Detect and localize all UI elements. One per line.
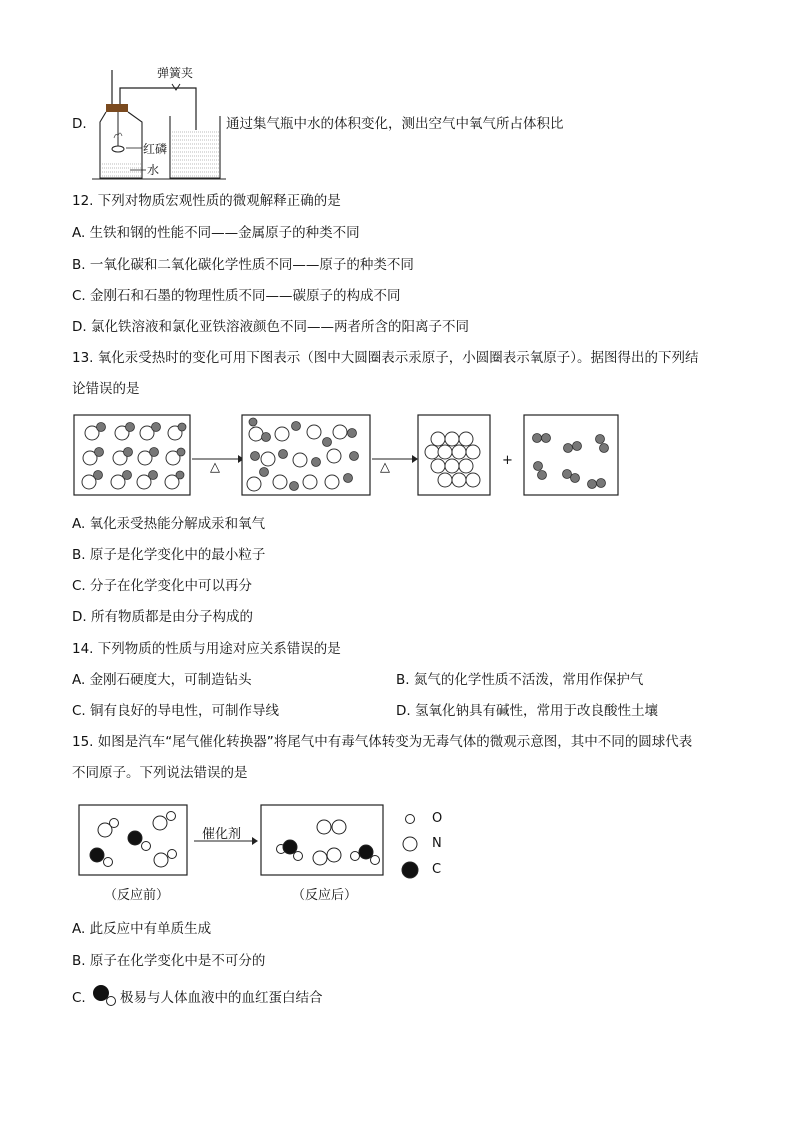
q12-option-c: C. 金刚石和石墨的物理性质不同——碳原子的构成不同 [72, 288, 401, 304]
heat-symbol-1: △ [210, 460, 220, 475]
co-molecule-icon [92, 984, 120, 1008]
q12-option-d: D. 氯化铁溶液和氯化亚铁溶液颜色不同——两者所含的阳离子不同 [72, 319, 469, 335]
q14-option-c: C. 铜有良好的导电性，可制作导线 [72, 703, 280, 719]
q14-option-b: B. 氮气的化学性质不活泼，常用作保护气 [396, 672, 644, 688]
water-label: 水 [147, 163, 160, 177]
legend-o: O [432, 811, 443, 826]
option-d-letter: D. [72, 116, 87, 132]
q13-option-d: D. 所有物质都是由分子构成的 [72, 609, 253, 625]
q14-option-a: A. 金刚石硬度大，可制造钻头 [72, 672, 252, 688]
q13-stem-line1: 13. 氧化汞受热时的变化可用下图表示（图中大圆圈表示汞原子，小圆圈表示氧原子）。据图得出的下列结 [72, 350, 699, 366]
q14-stem: 14. 下列物质的性质与用途对应关系错误的是 [72, 641, 341, 657]
q13-option-b: B. 原子是化学变化中的最小粒子 [72, 547, 266, 563]
q15-stem-line2: 不同原子。下列说法错误的是 [72, 765, 248, 781]
hgo-decomposition-diagram [72, 412, 624, 502]
clamp-label: 弹簧夹 [157, 66, 194, 80]
after-caption: （反应后） [292, 888, 358, 903]
catalyst-label: 催化剂 [202, 827, 242, 842]
q12-option-b: B. 一氧化碳和二氧化碳化学性质不同——原子的种类不同 [72, 257, 414, 273]
apparatus-diagram [92, 66, 232, 184]
q12-option-a: A. 生铁和钢的性能不同——金属原子的种类不同 [72, 225, 360, 241]
q13-option-a: A. 氧化汞受热能分解成汞和氧气 [72, 516, 266, 532]
option-d-text: 通过集气瓶中水的体积变化，测出空气中氧气所占体积比 [226, 116, 564, 132]
q13-stem-line2: 论错误的是 [72, 381, 140, 397]
legend-n: N [432, 836, 442, 851]
heat-symbol-2: △ [380, 460, 390, 475]
q15-option-a: A. 此反应中有单质生成 [72, 921, 212, 937]
q15-stem-line1: 15. 如图是汽车“尾气催化转换器”将尾气中有毒气体转变为无毒气体的微观示意图，其中不同的圆球代表 [72, 734, 693, 750]
q15-option-c-text: 极易与人体血液中的血红蛋白结合 [120, 990, 323, 1006]
q12-stem: 12. 下列对物质宏观性质的微观解释正确的是 [72, 193, 341, 209]
q13-option-c: C. 分子在化学变化中可以再分 [72, 578, 253, 594]
catalytic-converter-diagram [76, 800, 456, 884]
q14-option-d: D. 氢氧化钠具有碱性，常用于改良酸性土壤 [396, 703, 658, 719]
q15-option-c-letter: C. [72, 990, 86, 1006]
q15-option-b: B. 原子在化学变化中是不可分的 [72, 953, 266, 969]
legend-c: C [432, 862, 442, 877]
before-caption: （反应前） [104, 888, 170, 903]
plus-sign: + [502, 453, 513, 468]
phosphorus-label: 红磷 [143, 142, 168, 156]
